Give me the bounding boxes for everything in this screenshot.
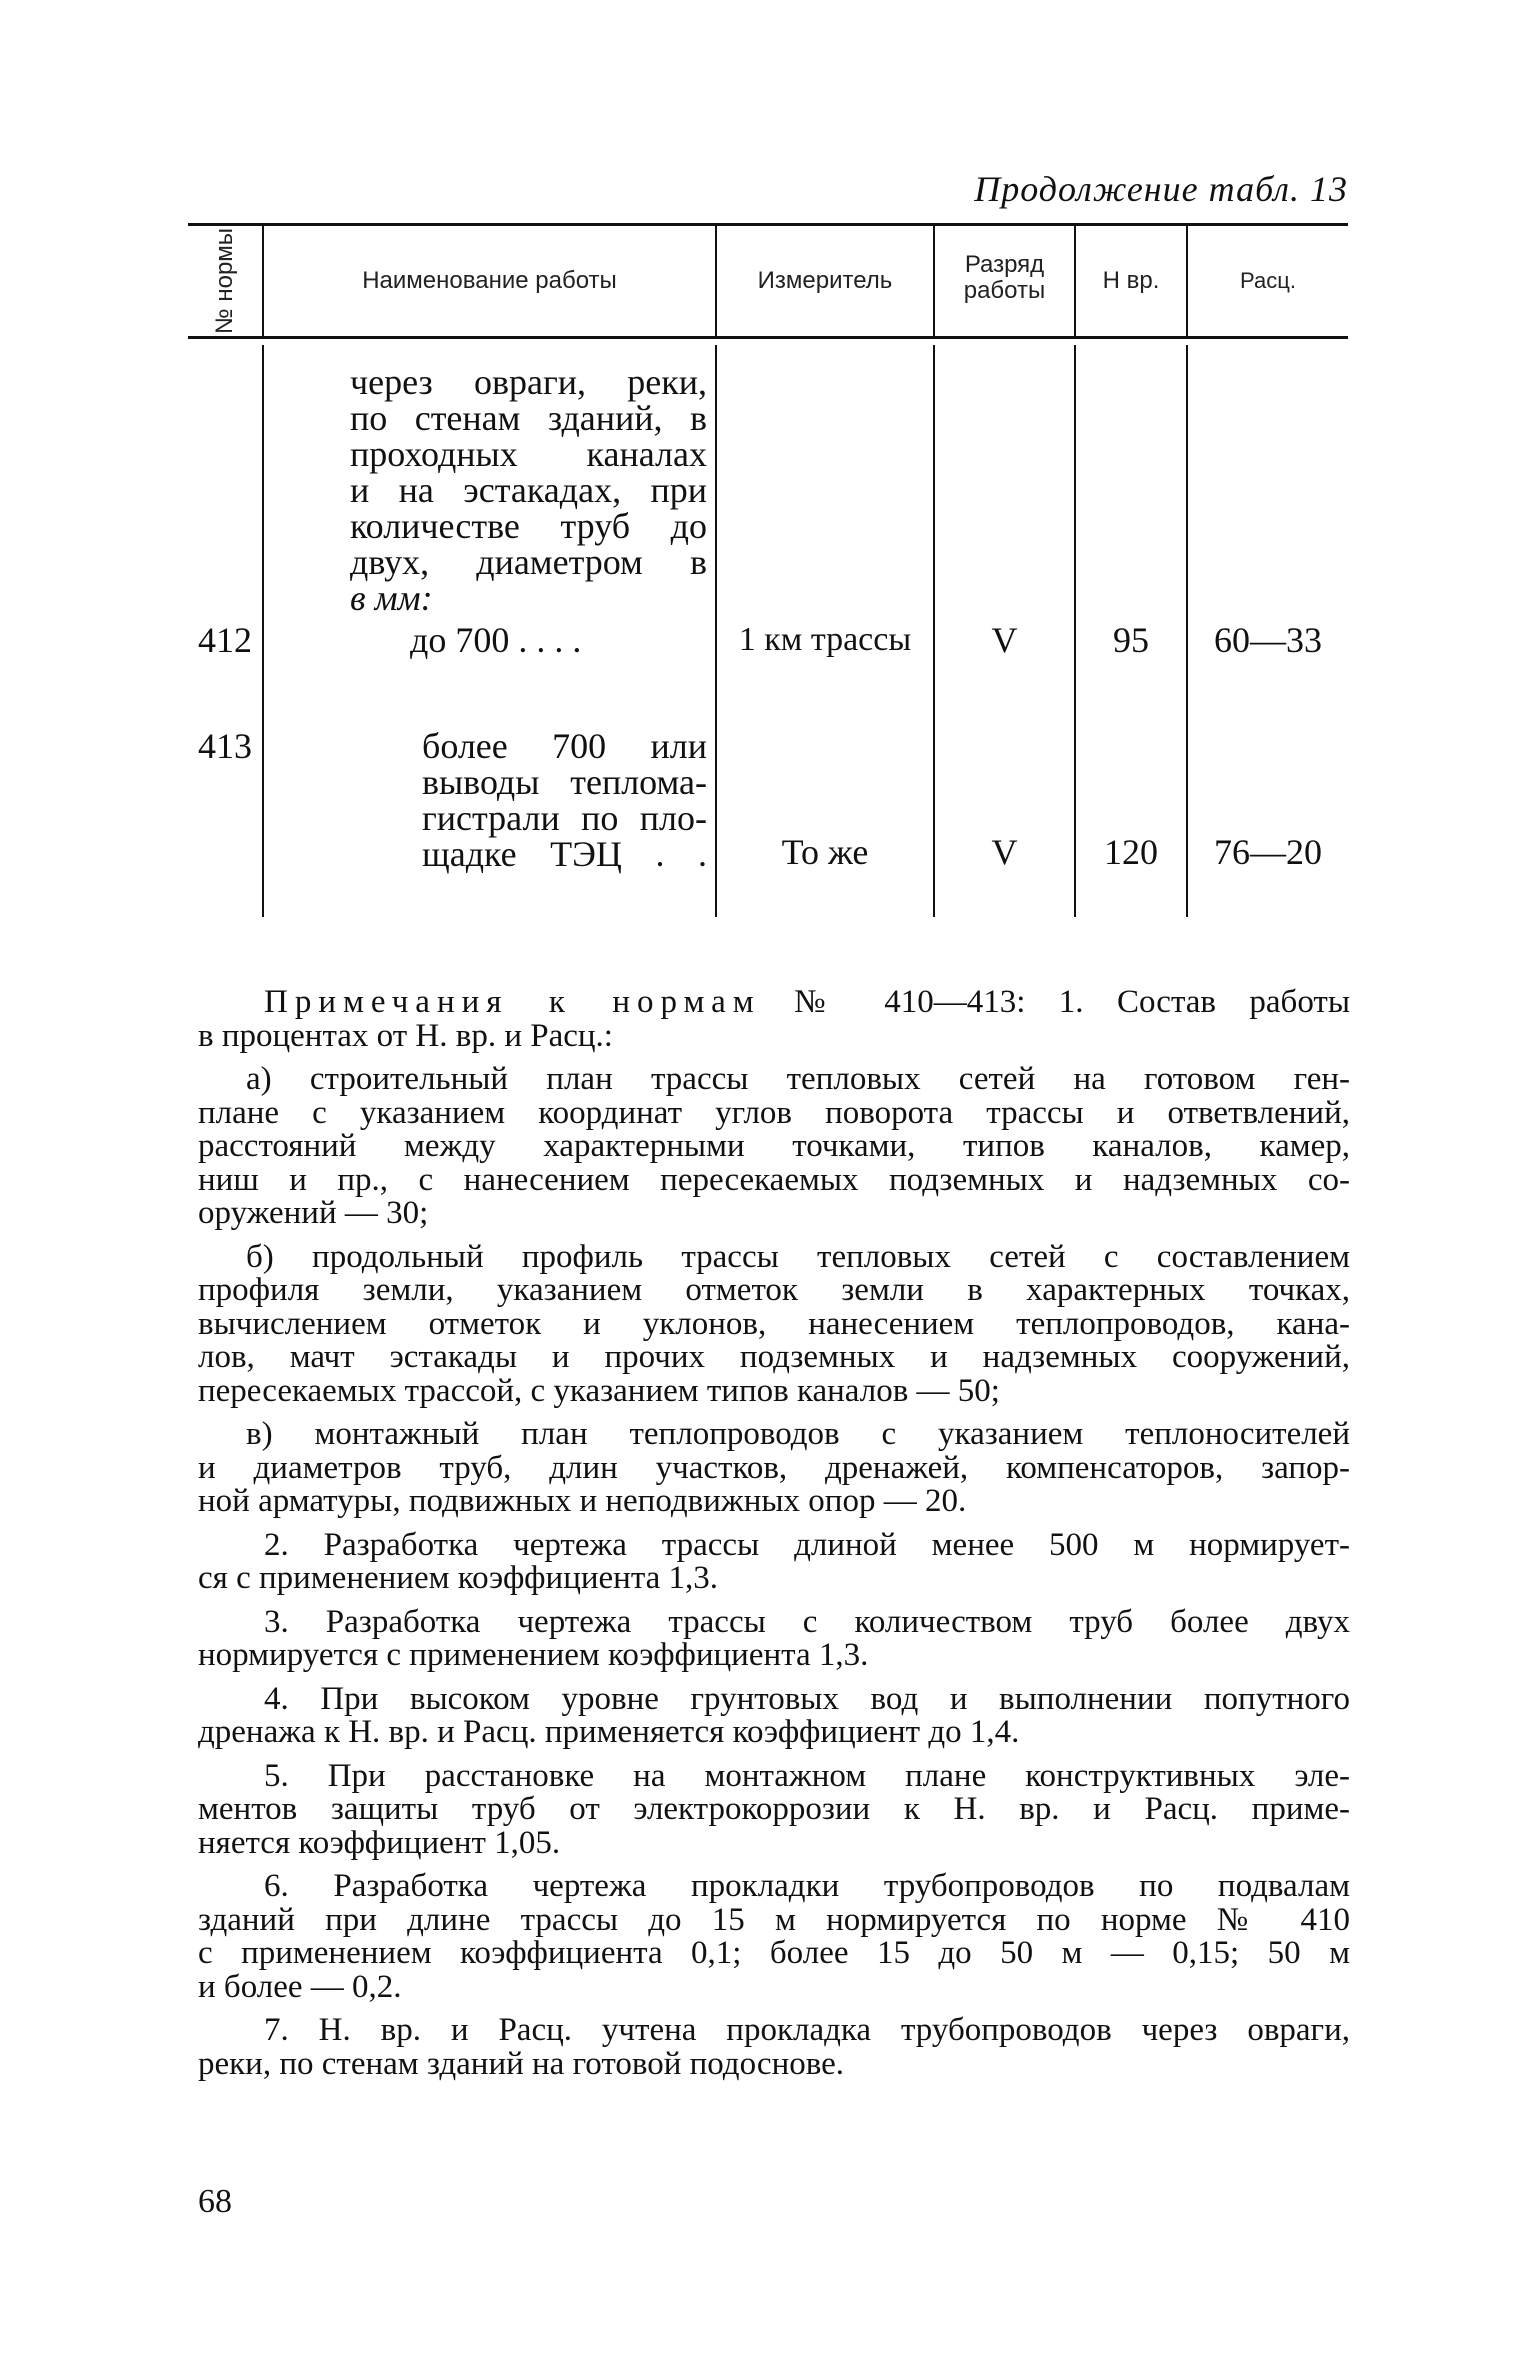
row-413-hvr: 120 bbox=[1104, 832, 1158, 872]
note-b-line: лов, мачт эстакады и прочих подземных и надземных сооружений, bbox=[198, 1339, 1350, 1375]
note-4-line: дренажа к Н. вр. и Расц. применяется коэффициент до 1,4. bbox=[198, 1714, 1020, 1750]
intro-line: по стенам зданий, в bbox=[350, 398, 707, 438]
intro-line: двух, диаметром в bbox=[350, 542, 707, 582]
notes-lead-spaced: Примечания к нормам bbox=[264, 984, 761, 1020]
note-b-line: б) продольный профиль трассы тепловых сетей с составлением bbox=[246, 1238, 1350, 1275]
note-2 bbox=[198, 1526, 1350, 1596]
notes-lead bbox=[198, 986, 1350, 1053]
note-2-line: 2. Разработка чертежа трассы длиной менее 500 м нормирует- bbox=[264, 1526, 1350, 1563]
row-412-rasc: 60—33 bbox=[1214, 620, 1322, 660]
note-a-line: ниш и пр., с нанесением пересекаемых подземных и надземных со- bbox=[198, 1161, 1350, 1198]
note-v-line: и диаметров труб, длин участков, дренажей, компенсаторов, запор- bbox=[198, 1449, 1350, 1486]
note-7-line: реки, по стенам зданий на готовой подоснове. bbox=[198, 2045, 845, 2082]
note-7-line: 7. Н. вр. и Расц. учтена прокладка трубопроводов через овраги, bbox=[264, 2012, 1350, 2048]
table-continuation-caption: Продолжение табл. 13 bbox=[974, 169, 1348, 209]
table-header-bottom-rule bbox=[188, 336, 1348, 339]
row-413-name-line: выводы теплома- bbox=[422, 762, 707, 802]
note-v-line: ной арматуры, подвижных и неподвижных опор — 20. bbox=[198, 1483, 967, 1519]
row-412-hvr: 95 bbox=[1113, 620, 1149, 660]
intro-line: через овраги, реки, bbox=[350, 362, 707, 402]
note-7 bbox=[198, 2014, 1350, 2081]
row-412-name: до 700 . . . . bbox=[410, 620, 582, 660]
intro-line: в мм: bbox=[350, 578, 433, 618]
note-a-line: а) строительный план трассы тепловых сетей на готовом ген- bbox=[246, 1061, 1350, 1097]
header-grade-line1: Разряд bbox=[964, 251, 1045, 278]
intro-line: проходных каналах bbox=[350, 434, 707, 474]
header-rasc: Расц. bbox=[1240, 268, 1296, 293]
note-a bbox=[198, 1063, 1350, 1231]
note-6 bbox=[198, 1870, 1350, 2004]
notes-lead-line: в процентах от Н. вр. и Расц.: bbox=[198, 1017, 613, 1054]
note-5-line: ментов защиты труб от электрокоррозии к Н. вр. и Расц. приме- bbox=[198, 1791, 1350, 1827]
intro-line: и на эстакадах, при bbox=[350, 470, 707, 510]
row-413-name-line: более 700 или bbox=[422, 726, 707, 766]
body-sep-1 bbox=[262, 345, 264, 917]
notes-lead-rest: № 410—413: 1. Состав работы bbox=[794, 984, 1351, 1020]
note-a-line: плане с указанием координат углов поворота трассы и ответвлений, bbox=[198, 1094, 1350, 1131]
note-a-line: оружений — 30; bbox=[198, 1195, 429, 1231]
note-5-line: 5. При расстановке на монтажном плане конструктивных эле- bbox=[264, 1757, 1350, 1794]
note-6-line: зданий при длине трассы до 15 м нормируется по норме № 410 bbox=[198, 1901, 1350, 1938]
note-2-line: ся с применением коэффициента 1,3. bbox=[198, 1560, 719, 1596]
note-v bbox=[198, 1418, 1350, 1519]
notes-section bbox=[198, 986, 1350, 2091]
row-413-rasc: 76—20 bbox=[1214, 832, 1322, 872]
header-num-cell bbox=[188, 226, 262, 336]
header-hvr: Н вр. bbox=[1102, 267, 1160, 294]
row-412-grade: V bbox=[991, 620, 1018, 660]
note-6-line: 6. Разработка чертежа прокладки трубопроводов по подвалам bbox=[264, 1868, 1350, 1904]
row-412-unit: 1 км трассы bbox=[738, 621, 912, 658]
note-b bbox=[198, 1238, 1350, 1409]
note-4 bbox=[198, 1680, 1350, 1750]
header-grade-line2: работы bbox=[963, 277, 1046, 304]
header-grade bbox=[935, 252, 1074, 304]
note-3-line: 3. Разработка чертежа трассы с количеством труб более двух bbox=[264, 1603, 1350, 1640]
note-6-line: и более — 0,2. bbox=[198, 1968, 402, 2005]
note-b-line: пересекаемых трассой, с указанием типов каналов — 50; bbox=[198, 1372, 1000, 1409]
row-412-num: 412 bbox=[198, 620, 252, 660]
note-3-line: нормируется с применением коэффициента 1,3. bbox=[198, 1637, 869, 1673]
row-413-unit: То же bbox=[781, 832, 869, 872]
header-num: № нормы bbox=[211, 227, 238, 335]
note-6-line: с применением коэффициента 0,1; более 15 до 50 м — 0,15; 50 м bbox=[198, 1935, 1350, 1971]
row-413-name-line: щадке ТЭЦ . . bbox=[422, 834, 707, 874]
note-5-line: няется коэффициент 1,05. bbox=[198, 1824, 561, 1861]
header-unit: Измеритель bbox=[757, 267, 893, 294]
note-3 bbox=[198, 1603, 1350, 1673]
note-a-line: расстояний между характерными точками, типов каналов, камер, bbox=[198, 1128, 1350, 1164]
notes-lead-line bbox=[264, 986, 1350, 1020]
intro-line: количестве труб до bbox=[350, 506, 707, 546]
row-413-num: 413 bbox=[198, 726, 252, 766]
note-4-line: 4. При высоком уровне грунтовых вод и выполнении попутного bbox=[264, 1680, 1350, 1717]
note-b-line: вычислением отметок и уклонов, нанесением теплопроводов, кана- bbox=[198, 1305, 1350, 1342]
row-413-grade: V bbox=[991, 832, 1018, 872]
page-number: 68 bbox=[198, 2183, 232, 2220]
table-top-rule bbox=[188, 223, 1348, 226]
header-name: Наименование работы bbox=[362, 267, 617, 294]
note-5 bbox=[198, 1757, 1350, 1861]
note-v-line: в) монтажный план теплопроводов с указанием теплоносителей bbox=[246, 1416, 1350, 1452]
work-description-intro bbox=[350, 364, 707, 616]
note-b-line: профиля земли, указанием отметок земли в характерных точках, bbox=[198, 1272, 1350, 1308]
row-413-name bbox=[422, 728, 707, 872]
row-413-name-line: гистрали по пло- bbox=[422, 798, 707, 838]
